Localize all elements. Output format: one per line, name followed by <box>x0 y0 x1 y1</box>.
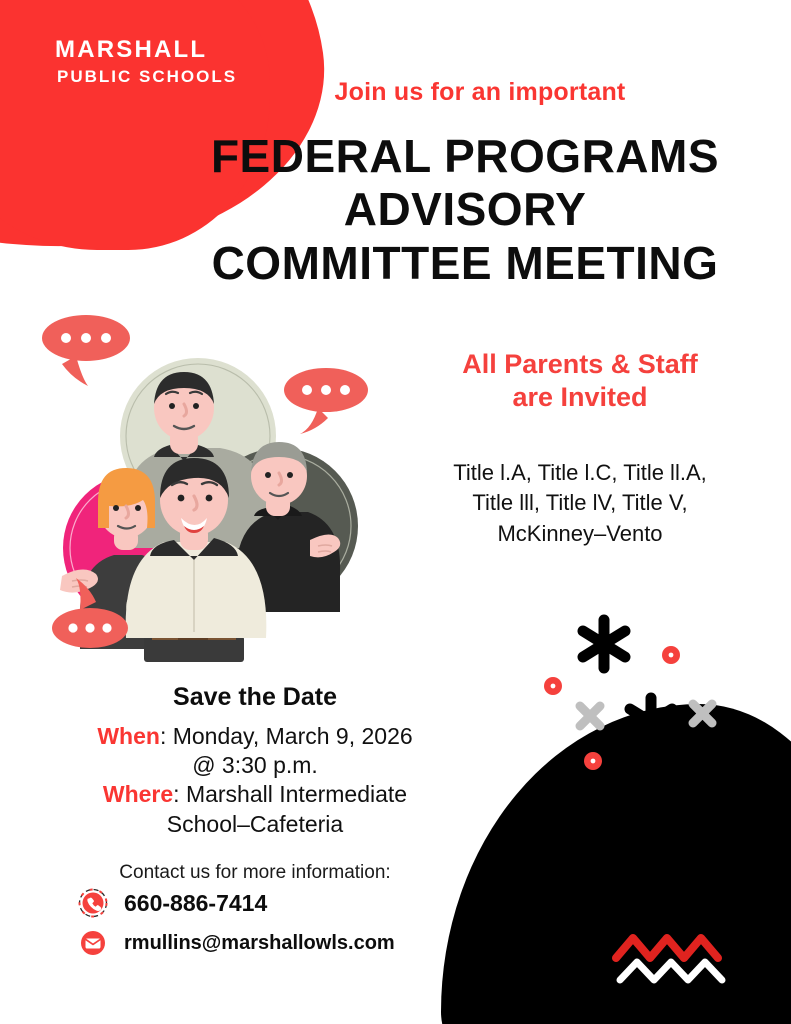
asterisk-icon <box>630 698 672 746</box>
when-time-line: @ 3:30 p.m. <box>192 752 318 779</box>
invitation-line-1: All Parents & Staff <box>462 349 698 379</box>
programs-line-2: Title lll, Title lV, Title V, <box>472 490 688 516</box>
zigzag-icon <box>612 928 732 986</box>
title-line-2: ADVISORY <box>343 183 587 236</box>
dot-icon <box>584 752 602 770</box>
group-of-people-talking-illustration <box>18 308 388 668</box>
dot-icon <box>662 646 680 664</box>
phone-icon <box>78 888 108 918</box>
x-mark-icon <box>580 706 600 726</box>
title-line-1: FEDERAL PROGRAMS <box>210 130 720 182</box>
programs-list <box>380 458 780 549</box>
decorative-glyph-cluster <box>520 598 750 798</box>
when-label: When <box>97 723 160 749</box>
asterisk-icon <box>583 620 625 668</box>
dot-icon <box>544 677 562 695</box>
when-line <box>20 722 490 751</box>
where-value: : Marshall Intermediate <box>173 781 408 808</box>
speech-bubble-icon <box>42 315 130 386</box>
x-mark-icon <box>693 704 712 723</box>
where-label: Where <box>102 781 174 808</box>
logo-secondary-text: PUBLIC SCHOOLS <box>57 67 238 86</box>
where-line <box>20 780 490 809</box>
contact-email-row[interactable] <box>78 928 395 958</box>
contact-intro: Contact us for more information: <box>119 862 391 883</box>
phone-number: 660-886-7414 <box>124 889 268 916</box>
programs-line-1: Title l.A, Title l.C, Title ll.A, <box>453 460 707 485</box>
when-value: : Monday, March 9, 2026 <box>159 723 413 749</box>
speech-bubble-icon <box>284 368 368 434</box>
invitation-line-2: are Invited <box>512 381 648 412</box>
title-line-3: COMMITTEE MEETING <box>211 236 719 289</box>
page-title <box>150 130 780 290</box>
kicker-text: Join us for an important <box>334 78 626 106</box>
email-address: rmullins@marshallowls.com <box>124 931 395 954</box>
where-line-2: School–Cafeteria <box>166 810 344 837</box>
logo-primary-text: MARSHALL <box>55 36 208 63</box>
invitation-text <box>380 348 780 414</box>
envelope-icon <box>78 928 108 958</box>
contact-phone-row[interactable] <box>78 888 267 918</box>
save-the-date-heading: Save the Date <box>173 683 337 711</box>
save-the-date-block <box>20 683 490 839</box>
programs-line-3: McKinney–Vento <box>497 520 663 546</box>
